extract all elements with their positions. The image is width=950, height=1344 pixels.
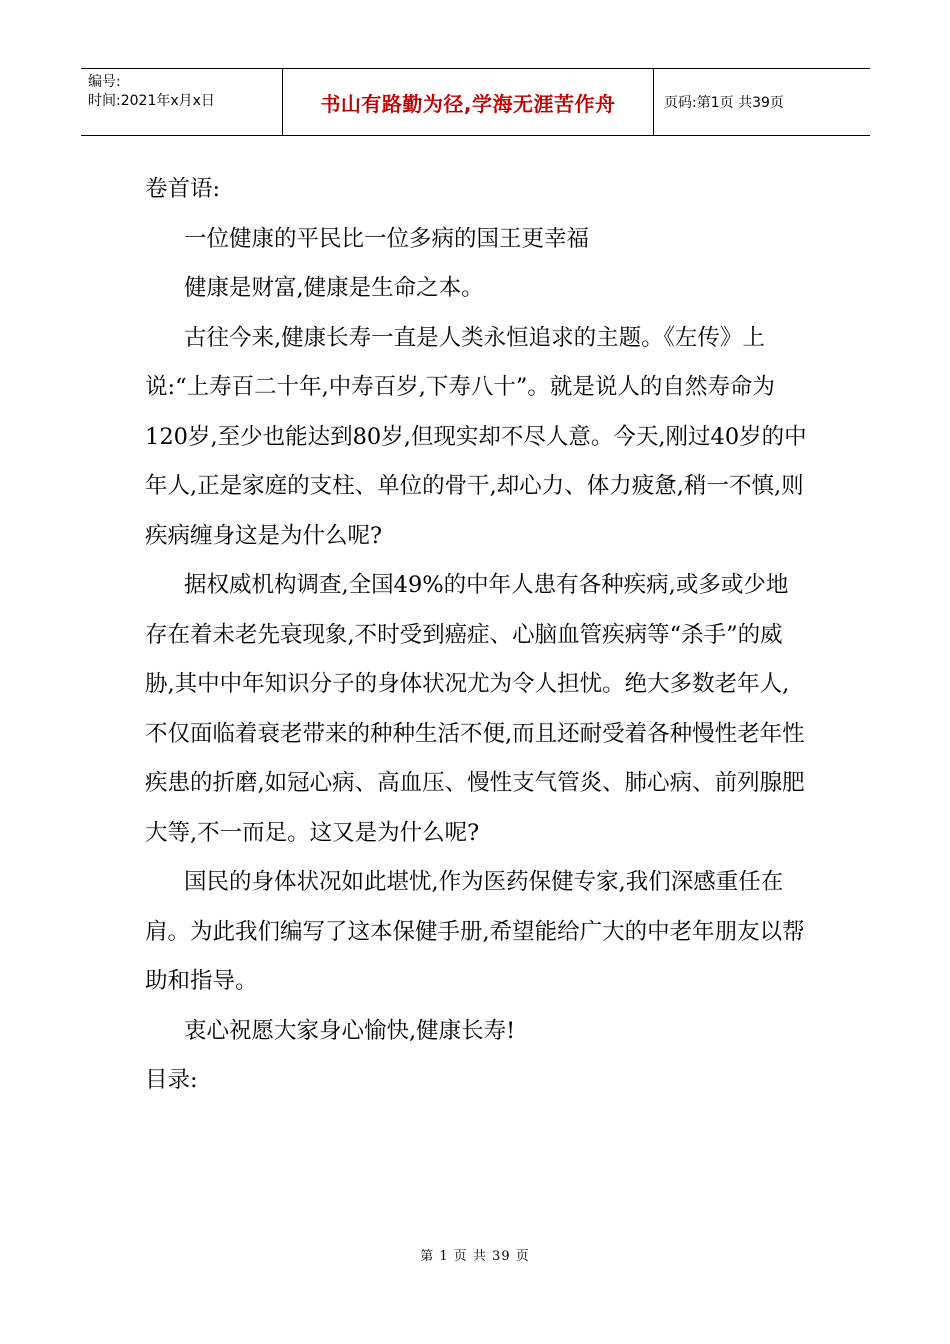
paragraph: 一位健康的平民比一位多病的国王更幸福 bbox=[184, 225, 590, 252]
header-code-label: 编号: bbox=[88, 74, 121, 90]
page-footer: 第 1 页 共 39 页 bbox=[420, 1249, 530, 1264]
header-time-label: 时间:2021年x月x日 bbox=[88, 93, 215, 109]
header-page-info: 页码:第1页 共39页 bbox=[664, 95, 784, 111]
page-header bbox=[81, 68, 870, 136]
paragraph: 据权威机构调查,全国49%的中年人患有各种疾病,或多或少地存在着未老先衰现象,不时受到癌症、心脑血管疾病等“杀手”的威胁,其中中年知识分子的身体状况尤为令人担忧。绝大多数老年人,不仅面临着衰老带来的种种生活不便,而且还耐受着各种慢性老年性疾患的折磨,如冠心病、高血压、慢性支气管炎、肺心病、前列腺肥大等,不一而足。这又是为什么呢? bbox=[145, 572, 805, 846]
toc-title: 目录: bbox=[145, 1067, 198, 1093]
paragraph: 衷心祝愿大家身心愉快,健康长寿! bbox=[184, 1017, 516, 1044]
header-motto: 书山有路勤为径,学海无涯苦作舟 bbox=[283, 69, 654, 135]
header-meta bbox=[81, 69, 283, 135]
preface-title: 卷首语: bbox=[145, 176, 221, 202]
paragraph: 国民的身体状况如此堪忧,作为医药保健专家,我们深感重任在肩。为此我们编写了这本保健手册,希望能给广大的中老年朋友以帮助和指导。 bbox=[145, 869, 805, 994]
paragraph: 古往今来,健康长寿一直是人类永恒追求的主题。《左传》上说:“上寿百二十年,中寿百岁,下寿八十”。就是说人的自然寿命为120岁,至少也能达到80岁,但现实却不尽人意。今天,刚过40岁的中年人,正是家庭的支柱、单位的骨干,却心力、体力疲惫,稍一不慎,则疾病缠身这是为什么呢? bbox=[145, 324, 807, 549]
document-body bbox=[145, 165, 810, 1106]
paragraph: 健康是财富,健康是生命之本。 bbox=[184, 275, 484, 301]
